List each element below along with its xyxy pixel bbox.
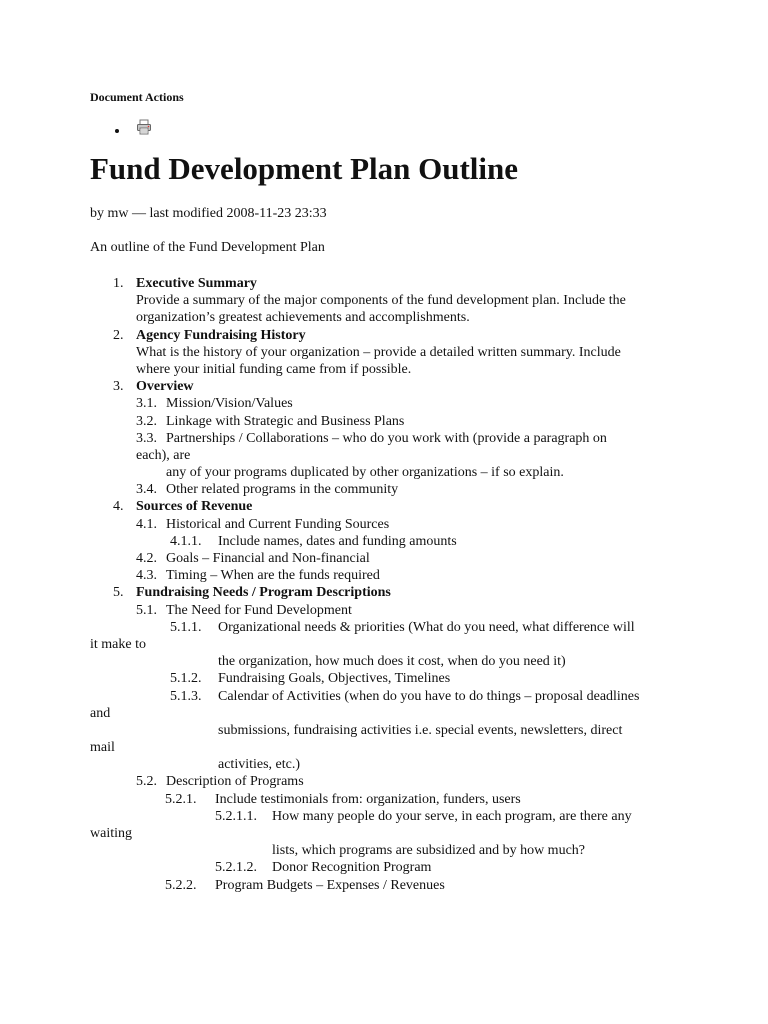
outline-subitem xyxy=(90,430,680,447)
item-text-continued: each), are xyxy=(136,447,191,463)
byline: by mw — last modified 2008-11-23 23:33 xyxy=(90,206,327,221)
item-text: Donor Recognition Program xyxy=(272,860,432,876)
outline-subitem xyxy=(90,550,680,567)
section-text: organization’s greatest achievements and accomplishments. xyxy=(136,310,470,326)
outline-item xyxy=(90,378,680,395)
item-text-continued: any of your programs duplicated by other organizations – if so explain. xyxy=(166,465,564,481)
item-number: 3. xyxy=(113,379,124,395)
item-text: Mission/Vision/Values xyxy=(166,396,293,412)
item-number: 5. xyxy=(113,585,124,601)
outline-item xyxy=(90,584,680,601)
item-number: 4. xyxy=(113,499,124,515)
item-text: The Need for Fund Development xyxy=(166,602,352,618)
item-text: Timing – When are the funds required xyxy=(166,568,380,584)
item-text-continued: and xyxy=(90,705,111,721)
item-text-continued: it make to xyxy=(90,636,146,652)
item-text: Program Budgets – Expenses / Revenues xyxy=(215,877,445,893)
item-text-continued: lists, which programs are subsidized and by how much? xyxy=(272,843,585,859)
item-text: Partnerships / Collaborations – who do you work with (provide a paragraph on xyxy=(166,430,607,446)
item-number: 5.1.3. xyxy=(170,688,202,704)
section-heading: Executive Summary xyxy=(136,276,257,291)
item-number: 5.1. xyxy=(136,602,157,618)
outline-subitem xyxy=(90,413,680,430)
item-number: 3.1. xyxy=(136,396,157,412)
item-text-continued: waiting xyxy=(90,826,132,841)
item-number: 4.1. xyxy=(136,516,157,532)
outline-list xyxy=(90,275,680,894)
page-title: Fund Development Plan Outline xyxy=(90,151,519,186)
item-text: Include testimonials from: organization, funders, users xyxy=(215,791,521,807)
outline-subsubitem xyxy=(90,688,680,705)
outline-item xyxy=(90,498,680,515)
outline-subitem xyxy=(90,773,680,790)
outline-subsubitem xyxy=(90,533,680,550)
item-number: 4.1.1. xyxy=(170,533,202,549)
item-number: 3.4. xyxy=(136,482,157,498)
outline-item xyxy=(90,275,680,292)
item-text: Calendar of Activities (when do you have to do things – proposal deadlines xyxy=(218,688,640,704)
outline-subsubsubitem xyxy=(90,859,680,876)
item-number: 4.3. xyxy=(136,568,157,584)
item-text: Organizational needs & priorities (What do you need, what difference will xyxy=(218,619,635,635)
section-text: where your initial funding came from if possible. xyxy=(136,361,412,377)
section-heading: Fundraising Needs / Program Descriptions xyxy=(136,585,391,601)
outline-subitem xyxy=(90,567,680,584)
section-heading: Agency Fundraising History xyxy=(136,327,306,343)
section-heading: Sources of Revenue xyxy=(136,499,253,515)
item-number: 5.2.2. xyxy=(165,877,197,893)
item-number: 3.2. xyxy=(136,413,157,429)
item-text: Description of Programs xyxy=(166,774,304,790)
item-text-continued: submissions, fundraising activities i.e. special events, newsletters, direct xyxy=(218,722,623,738)
item-number: 4.2. xyxy=(136,551,157,566)
outline-item xyxy=(90,327,680,344)
outline-subsubitem xyxy=(90,619,680,636)
item-text: Include names, dates and funding amounts xyxy=(218,533,457,549)
item-number: 5.2.1.1. xyxy=(215,808,257,824)
outline-subitem xyxy=(90,602,680,619)
item-number: 5.2.1. xyxy=(165,791,197,807)
outline-subitem xyxy=(90,516,680,533)
section-heading: Overview xyxy=(136,379,194,395)
item-text-continued: activities, etc.) xyxy=(218,757,301,773)
document-description: An outline of the Fund Development Plan xyxy=(90,240,325,255)
item-number: 5.2. xyxy=(136,774,157,790)
outline-subsubitem xyxy=(90,791,680,808)
outline-subsubsubitem xyxy=(90,808,680,825)
item-number: 3.3. xyxy=(136,430,157,446)
item-number: 1. xyxy=(113,276,124,291)
item-text: Historical and Current Funding Sources xyxy=(166,516,390,532)
outline-subitem xyxy=(90,481,680,498)
item-text: Linkage with Strategic and Business Plans xyxy=(166,413,405,429)
item-number: 5.2.1.2. xyxy=(215,860,257,876)
item-text: Other related programs in the community xyxy=(166,482,399,498)
item-text-continued: the organization, how much does it cost, when do you need it) xyxy=(218,654,566,670)
document-action-item xyxy=(90,119,152,139)
section-text: Provide a summary of the major components of the fund development plan. Include the xyxy=(136,293,626,309)
outline-subsubitem xyxy=(90,670,680,687)
section-text: What is the history of your organization – provide a detailed written summary. Include xyxy=(136,344,621,360)
item-text: Goals – Financial and Non-financial xyxy=(166,551,370,566)
item-number: 2. xyxy=(113,327,124,343)
printer-icon[interactable] xyxy=(136,119,152,135)
item-text: Fundraising Goals, Objectives, Timelines xyxy=(218,671,451,687)
outline-subitem xyxy=(90,395,680,412)
item-text: How many people do your serve, in each program, are there any xyxy=(272,808,632,824)
item-number: 5.1.2. xyxy=(170,671,202,687)
outline-subsubitem xyxy=(90,877,680,894)
document-actions-label: Document Actions xyxy=(90,90,184,104)
item-number: 5.1.1. xyxy=(170,619,202,635)
document-actions-list xyxy=(90,119,152,139)
item-text-continued: mail xyxy=(90,740,115,756)
